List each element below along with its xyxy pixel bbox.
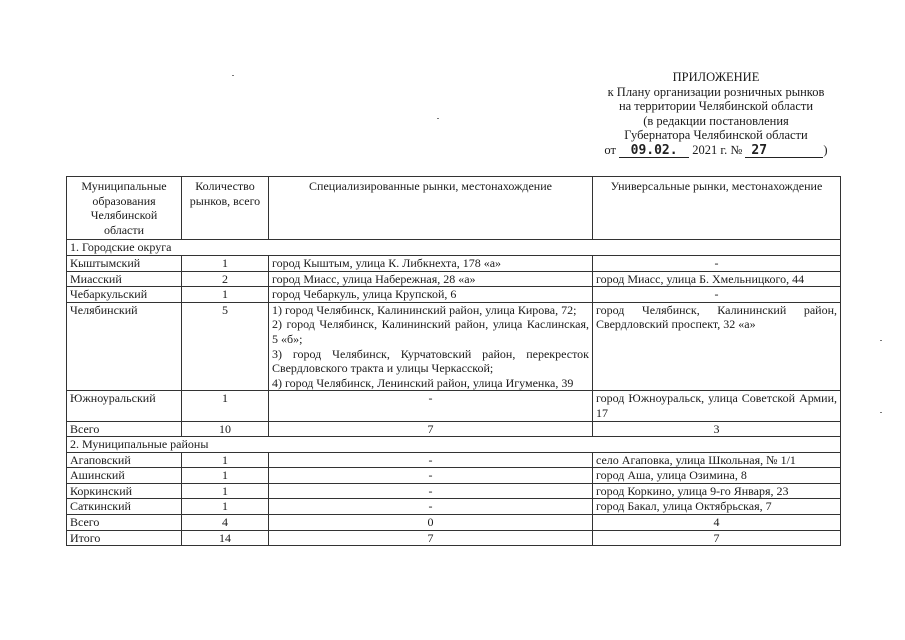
cell-specialized: город Чебаркуль, улица Крупской, 6 <box>269 287 593 303</box>
cell-specialized: город Кыштым, улица К. Либкнехта, 178 «а» <box>269 255 593 271</box>
cell-count: 1 <box>182 499 269 515</box>
table-row <box>67 287 841 303</box>
markets-table <box>66 176 841 546</box>
cell-count: 1 <box>182 287 269 303</box>
header-specialized: Специализированные рынки, местонахождение <box>269 177 593 240</box>
list-item: 3) город Челябинск, Курчатовский район, перекресток Свердловского тракта и улицы Черкасской; <box>272 346 589 376</box>
cell-count: 1 <box>182 452 269 468</box>
header-municipality: Муниципальные образования Челябинской области <box>67 177 182 240</box>
subtotal-row <box>67 421 841 437</box>
cell-specialized: 7 <box>269 530 593 546</box>
cell-name: Итого <box>67 530 182 546</box>
cell-universal: - <box>593 255 841 271</box>
cell-universal: - <box>593 287 841 303</box>
table-row <box>67 302 841 391</box>
cell-count: 4 <box>182 515 269 531</box>
cell-count: 1 <box>182 391 269 421</box>
cell-universal: город Коркино, улица 9-го Января, 23 <box>593 483 841 499</box>
grand-total-row <box>67 530 841 546</box>
table-row <box>67 452 841 468</box>
table-row <box>67 468 841 484</box>
cell-specialized: - <box>269 468 593 484</box>
table-row <box>67 483 841 499</box>
decree-date-line <box>586 143 846 158</box>
cell-universal: город Южноуральск, улица Советской Армии, 17 <box>593 391 841 421</box>
cell-name: Агаповский <box>67 452 182 468</box>
decree-year: 2021 г. № <box>692 142 743 157</box>
cell-name: Чебаркульский <box>67 287 182 303</box>
close-paren: ) <box>823 142 828 157</box>
cell-count: 2 <box>182 271 269 287</box>
header-line-2: на территории Челябинской области <box>618 99 814 114</box>
cell-specialized: - <box>269 483 593 499</box>
cell-name: Кыштымский <box>67 255 182 271</box>
cell-name: Всего <box>67 421 182 437</box>
table-header-row <box>67 177 841 240</box>
cell-count: 5 <box>182 302 269 391</box>
cell-name: Всего <box>67 515 182 531</box>
cell-name: Челябинский <box>67 302 182 391</box>
cell-name: Ашинский <box>67 468 182 484</box>
cell-universal: город Бакал, улица Октябрьская, 7 <box>593 499 841 515</box>
list-item: 2) город Челябинск, Калининский район, улица Каслинская, 5 «б»; <box>272 317 589 346</box>
cell-count: 10 <box>182 421 269 437</box>
header-line-1: к Плану организации розничных рынков <box>607 84 825 99</box>
table-row <box>67 271 841 287</box>
decree-number: 27 <box>745 145 823 158</box>
appendix-header <box>586 70 846 158</box>
subtotal-row <box>67 515 841 531</box>
scan-speck <box>232 75 234 76</box>
cell-specialized: 7 <box>269 421 593 437</box>
decree-date: 09.02. <box>619 145 689 158</box>
scan-speck <box>880 412 882 413</box>
cell-name: Коркинский <box>67 483 182 499</box>
cell-specialized: - <box>269 499 593 515</box>
cell-specialized: - <box>269 391 593 421</box>
cell-name: Саткинский <box>67 499 182 515</box>
cell-specialized: город Миасс, улица Набережная, 28 «а» <box>269 271 593 287</box>
cell-name: Миасский <box>67 271 182 287</box>
appendix-title: ПРИЛОЖЕНИЕ <box>672 70 760 84</box>
cell-count: 1 <box>182 255 269 271</box>
section-row <box>67 437 841 453</box>
table-row <box>67 255 841 271</box>
section-title-municipal-districts: 2. Муниципальные районы <box>67 437 841 453</box>
list-item: 1) город Челябинск, Калининский район, улица Кирова, 72; <box>272 302 577 317</box>
table-row <box>67 391 841 421</box>
header-universal: Универсальные рынки, местонахождение <box>593 177 841 240</box>
scan-speck <box>437 118 439 119</box>
cell-specialized: - <box>269 452 593 468</box>
cell-count: 1 <box>182 468 269 484</box>
cell-universal: город Миасс, улица Б. Хмельницкого, 44 <box>593 271 841 287</box>
cell-count: 14 <box>182 530 269 546</box>
table-row <box>67 499 841 515</box>
from-label: от <box>604 142 616 157</box>
cell-universal: 3 <box>593 421 841 437</box>
cell-specialized-list <box>269 302 593 391</box>
header-line-4: Губернатора Челябинской области <box>624 128 808 143</box>
cell-universal: 4 <box>593 515 841 531</box>
section-row <box>67 240 841 256</box>
section-title-city-districts: 1. Городские округа <box>67 240 841 256</box>
list-item: 4) город Челябинск, Ленинский район, улица Игуменка, 39 <box>272 375 574 390</box>
cell-universal: 7 <box>593 530 841 546</box>
header-line-3: (в редакции постановления <box>643 113 789 128</box>
cell-universal: город Аша, улица Озимина, 8 <box>593 468 841 484</box>
cell-name: Южноуральский <box>67 391 182 421</box>
cell-universal: город Челябинск, Калининский район, Свердловский проспект, 32 «а» <box>593 302 841 391</box>
header-count: Количество рынков, всего <box>182 177 269 240</box>
scan-speck <box>880 340 882 341</box>
cell-universal: село Агаповка, улица Школьная, № 1/1 <box>593 452 841 468</box>
cell-specialized: 0 <box>269 515 593 531</box>
cell-count: 1 <box>182 483 269 499</box>
